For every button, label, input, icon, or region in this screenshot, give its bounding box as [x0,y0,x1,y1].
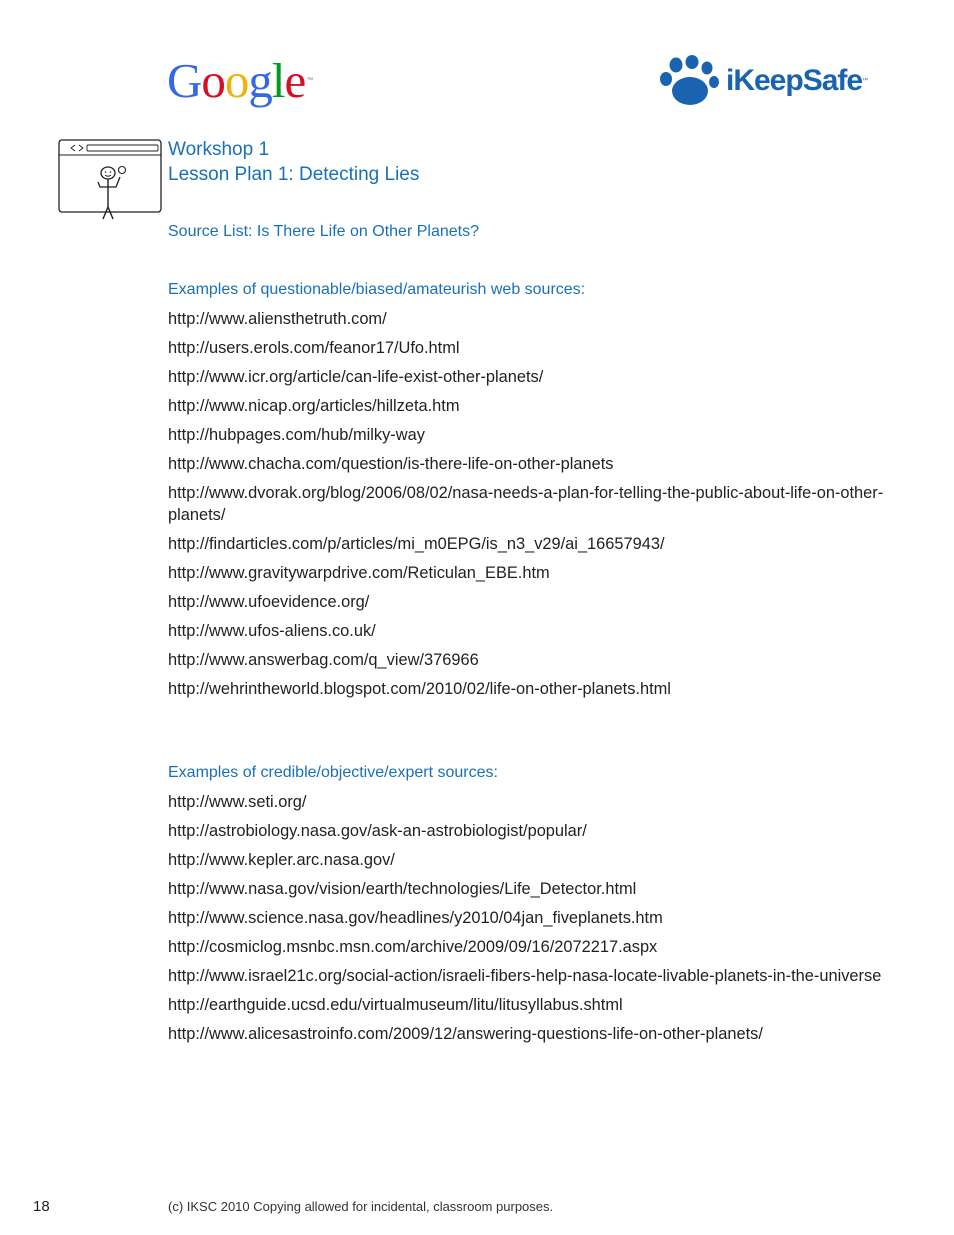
google-letter: g [248,53,272,108]
paw-print-icon [656,55,720,107]
source-url: http://earthguide.ucsd.edu/virtualmuseum/litu/litusyllabus.shtml [168,996,623,1014]
source-url: http://www.ufoevidence.org/ [168,593,370,611]
google-letter: l [271,53,285,108]
ikeepsafe-logo [656,55,868,107]
source-url: http://www.icr.org/article/can-life-exist-other-planets/ [168,368,544,386]
source-url: http://www.kepler.arc.nasa.gov/ [168,851,395,869]
questionable-sources-list [168,308,888,707]
page-number: 18 [33,1198,50,1215]
google-logo [167,52,312,110]
ikeepsafe-trademark: ™ [862,78,869,84]
source-url: http://www.seti.org/ [168,793,307,811]
source-url: http://hubpages.com/hub/milky-way [168,426,425,444]
source-url: http://www.answerbag.com/q_view/376966 [168,651,479,669]
source-url: http://www.aliensthetruth.com/ [168,310,387,328]
source-url: http://www.science.nasa.gov/headlines/y2010/04jan_fiveplanets.htm [168,909,663,927]
source-url: http://cosmiclog.msnbc.msn.com/archive/2009/09/16/2072217.aspx [168,938,658,956]
source-url: http://findarticles.com/p/articles/mi_m0EPG/is_n3_v29/ai_16657943/ [168,535,665,553]
source-url: http://www.alicesastroinfo.com/2009/12/answering-questions-life-on-other-planets/ [168,1025,763,1043]
footer-copyright: (c) IKSC 2010 Copying allowed for incidental, classroom purposes. [168,1199,554,1214]
google-letter: e [284,53,306,108]
source-url: http://www.nasa.gov/vision/earth/technologies/Life_Detector.html [168,880,637,898]
google-letter: o [201,53,225,108]
source-url: http://www.dvorak.org/blog/2006/08/02/nasa-needs-a-plan-for-telling-the-public-about-life-on-other-planets/ [168,484,884,524]
source-url: http://wehrintheworld.blogspot.com/2010/02/life-on-other-planets.html [168,680,671,698]
source-url: http://www.israel21c.org/social-action/israeli-fibers-help-nasa-locate-livable-planets-in-the-universe [168,967,882,985]
workshop-title: Workshop 1 [168,139,270,160]
source-url: http://users.erols.com/feanor17/Ufo.html [168,339,460,357]
source-list-title: Source List: Is There Life on Other Planets? [168,223,479,240]
lesson-title: Lesson Plan 1: Detecting Lies [168,164,420,185]
source-url: http://www.chacha.com/question/is-there-life-on-other-planets [168,455,614,473]
credible-sources-list [168,791,888,1052]
browser-stick-figure-illustration [58,139,164,223]
source-url: http://www.nicap.org/articles/hillzeta.htm [168,397,460,415]
source-url: http://www.ufos-aliens.co.uk/ [168,622,376,640]
questionable-sources-heading: Examples of questionable/biased/amateurish web sources: [168,281,586,298]
ikeepsafe-name: iKeepSafe [726,64,863,97]
google-trademark: ™ [306,77,313,84]
google-letter: G [167,53,202,108]
credible-sources-heading: Examples of credible/objective/expert sources: [168,764,498,781]
ikeepsafe-wordmark [726,66,868,96]
source-url: http://astrobiology.nasa.gov/ask-an-astrobiologist/popular/ [168,822,587,840]
google-letter: o [224,53,249,108]
source-url: http://www.gravitywarpdrive.com/Reticulan_EBE.htm [168,564,550,582]
